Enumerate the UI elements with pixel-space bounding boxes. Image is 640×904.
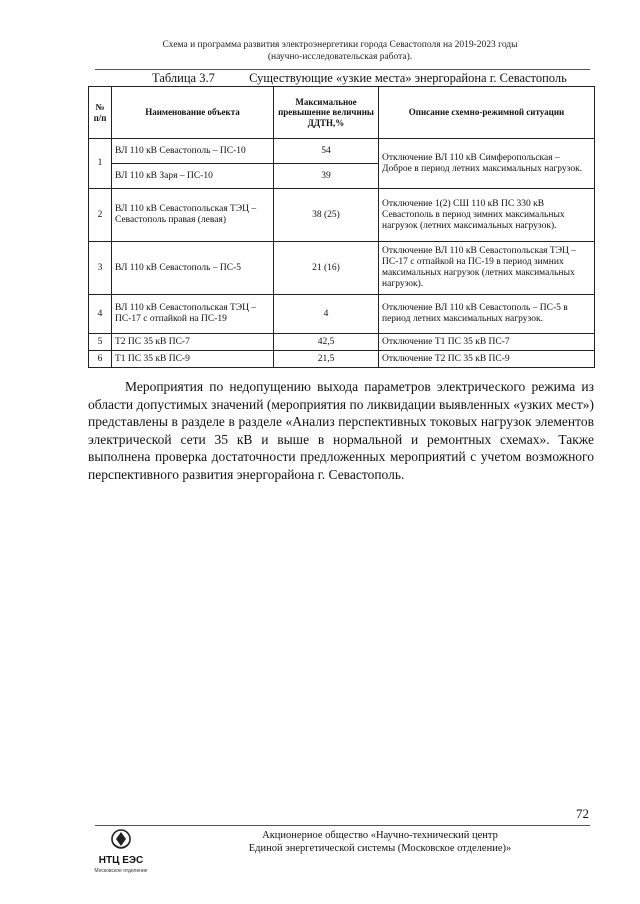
row-excess: 38 (25) — [274, 189, 379, 242]
row-description: Отключение ВЛ 110 кВ Севастополь – ПС-5 в период летних максимальных нагрузок. — [379, 295, 595, 334]
table-row — [89, 189, 595, 242]
logo-subtext: Московское отделение — [94, 868, 148, 874]
row-object: ВЛ 110 кВ Севастополь – ПС-5 — [112, 242, 274, 295]
table-row — [89, 351, 595, 368]
row-num: 1 — [89, 139, 112, 189]
header-divider — [95, 69, 590, 70]
row-description: Отключение 1(2) СШ 110 кВ ПС 330 кВ Севастополь в период зимних максимальных нагрузок (летних максимальных нагрузок). — [379, 189, 595, 242]
ntc-ees-logo-icon — [90, 826, 152, 878]
header-object: Наименование объекта — [112, 87, 274, 139]
table-header-row — [89, 87, 595, 139]
footer-line-2: Единой энергетической системы (Московское отделение)» — [248, 843, 512, 854]
row-object: Т1 ПС 35 кВ ПС-9 — [112, 351, 274, 368]
row-object: ВЛ 110 кВ Севастополь – ПС-10 — [112, 139, 274, 164]
row-excess: 4 — [274, 295, 379, 334]
row-description: Отключение ВЛ 110 кВ Симферопольская – Доброе в период летних максимальных нагрузок. — [379, 139, 595, 189]
header-line-1: Схема и программа развития электроэнергетики города Севастополя на 2019-2023 годы — [162, 40, 518, 50]
table-row — [89, 139, 595, 164]
row-num: 4 — [89, 295, 112, 334]
header-num: № п/п — [89, 87, 112, 139]
row-excess: 21,5 — [274, 351, 379, 368]
bottlenecks-table — [88, 86, 595, 368]
table-row — [89, 334, 595, 351]
row-object: ВЛ 110 кВ Севастопольская ТЭЦ – ПС-17 с отпайкой на ПС-19 — [112, 295, 274, 334]
row-excess: 54 — [274, 139, 379, 164]
row-num: 6 — [89, 351, 112, 368]
page-footer — [190, 829, 570, 855]
table-row — [89, 242, 595, 295]
table-caption-label: Таблица 3.7 — [152, 71, 215, 85]
header-description: Описание схемно-режимной ситуации — [379, 87, 595, 139]
row-description: Отключение ВЛ 110 кВ Севастопольская ТЭЦ – ПС-17 с отпайкой на ПС-19 в период зимних максимальных нагрузок (летних максимальных нагрузок). — [379, 242, 595, 295]
table-caption — [152, 71, 612, 85]
row-excess: 21 (16) — [274, 242, 379, 295]
row-num: 2 — [89, 189, 112, 242]
row-object: Т2 ПС 35 кВ ПС-7 — [112, 334, 274, 351]
footer-divider — [95, 825, 590, 826]
header-line-2: (научно-исследовательская работа). — [267, 52, 413, 62]
body-paragraph: Мероприятия по недопущению выхода параметров электрического режима из области допустимых значений (мероприятия по ликвидации выявленных «узких мест») представлены в разделе в разделе «Анализ перспективных токовых нагрузок элементов электрической сети 35 кВ и выше в нормальной и ремонтных схемах». Также выполнена проверка достаточности предложенных мероприятий с учетом возможного перспективного развития энергорайона г. Севастополь. — [88, 379, 594, 482]
header-excess: Максимальное превышение величины ДДТН,% — [274, 87, 379, 139]
table-caption-title: Существующие «узкие места» энергорайона г. Севастополь — [249, 71, 567, 85]
page-number: 72 — [576, 806, 589, 821]
row-num: 5 — [89, 334, 112, 351]
row-object: ВЛ 110 кВ Севастопольская ТЭЦ – Севастополь правая (левая) — [112, 189, 274, 242]
row-excess: 42,5 — [274, 334, 379, 351]
logo-text: НТЦ ЕЭС — [98, 855, 144, 866]
row-description: Отключение Т2 ПС 35 кВ ПС-9 — [379, 351, 595, 368]
footer-line-1: Акционерное общество «Научно-технический центр — [262, 830, 498, 841]
row-object: ВЛ 110 кВ Заря – ПС-10 — [112, 164, 274, 189]
row-description: Отключение Т1 ПС 35 кВ ПС-7 — [379, 334, 595, 351]
row-num: 3 — [89, 242, 112, 295]
running-header — [90, 39, 590, 63]
table-row — [89, 295, 595, 334]
row-excess: 39 — [274, 164, 379, 189]
